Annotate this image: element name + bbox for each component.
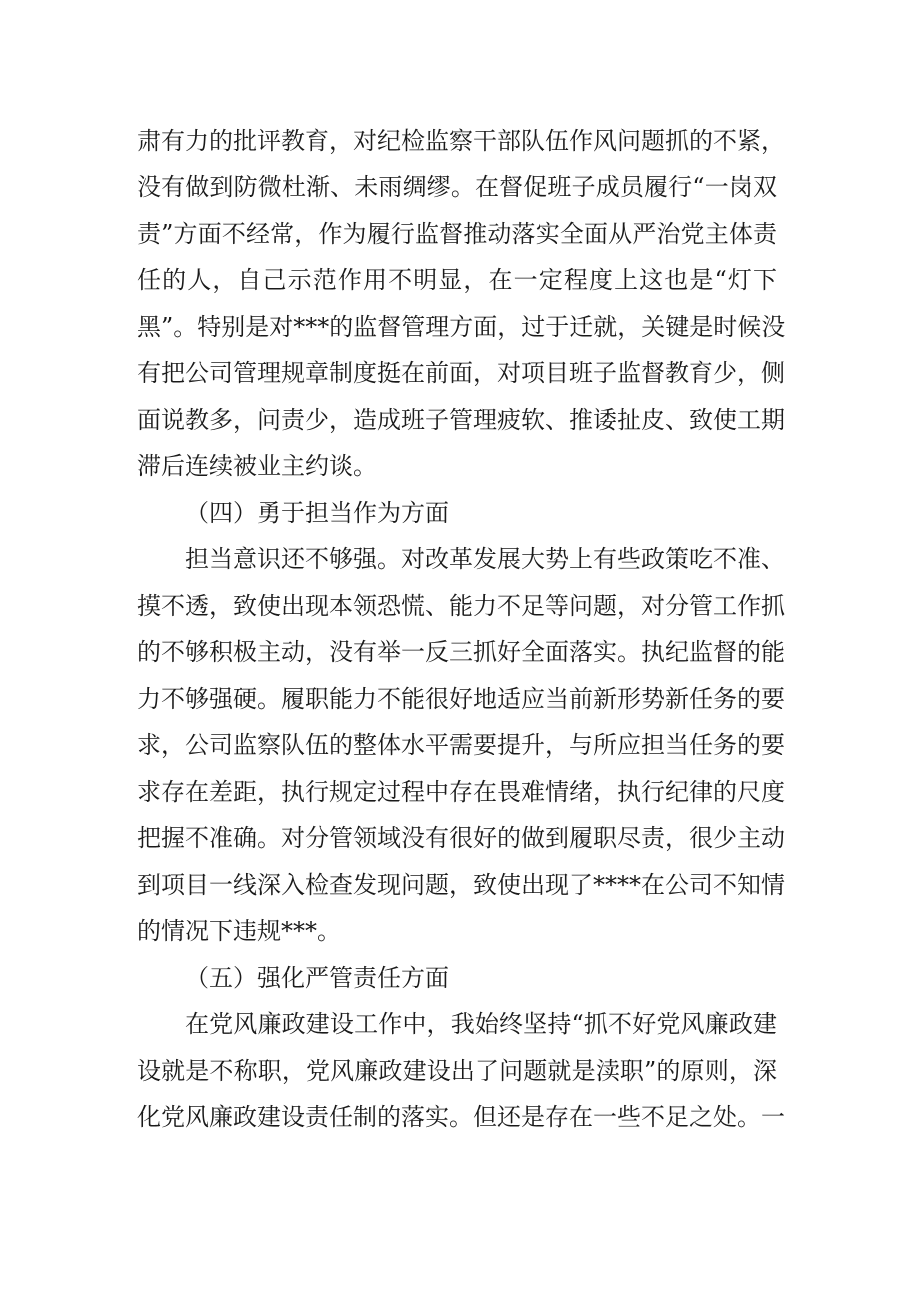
- section-heading: （四）勇于担当作为方面: [185, 499, 449, 527]
- paragraph-first-line: 在党风廉政建设工作中，我始终坚持“抓不好党风廉政建: [185, 1010, 777, 1038]
- text-line: 设就是不称职，党风廉政建设出了问题就是渎职”的原则，深: [137, 1057, 777, 1085]
- text-line: 把握不准确。对分管领域没有很好的做到履职尽责，很少主动: [137, 824, 785, 852]
- text-line: 责”方面不经常，作为履行监督推动落实全面从严治党主体责: [137, 220, 777, 248]
- paragraph-first-line: 担当意识还不够强。对改革发展大势上有些政策吃不准、: [185, 545, 785, 573]
- text-line: 到项目一线深入检查发现问题，致使出现了****在公司不知情: [137, 871, 785, 899]
- text-line: 化党风廉政建设责任制的落实。但还是存在一些不足之处。一: [137, 1103, 785, 1131]
- text-line: 求存在差距，执行规定过程中存在畏难情绪，执行纪律的尺度: [137, 778, 785, 806]
- text-line: 摸不透，致使出现本领恐慌、能力不足等问题，对分管工作抓: [137, 592, 785, 620]
- text-line: 的情况下违规***。: [137, 917, 341, 945]
- section-heading: （五）强化严管责任方面: [185, 964, 449, 992]
- text-line: 的不够积极主动，没有举一反三抓好全面落实。执纪监督的能: [137, 638, 785, 666]
- text-line: 肃有力的批评教育，对纪检监察干部队伍作风问题抓的不紧，: [137, 127, 785, 155]
- text-line: 求，公司监察队伍的整体水平需要提升，与所应担当任务的要: [137, 731, 785, 759]
- text-line: 有把公司管理规章制度挺在前面，对项目班子监督教育少，侧: [137, 359, 785, 387]
- text-line: 面说教多，问责少，造成班子管理疲软、推诿扯皮、致使工期: [137, 406, 785, 434]
- text-line: 任的人，自己示范作用不明显，在一定程度上这也是“灯下: [137, 266, 777, 294]
- text-line: 没有做到防微杜渐、未雨绸缪。在督促班子成员履行“一岗双: [137, 173, 777, 201]
- text-line: 力不够强硬。履职能力不能很好地适应当前新形势新任务的要: [137, 685, 785, 713]
- text-line: 黑”。特别是对***的监督管理方面，过于迁就，关键是时候没: [137, 313, 786, 341]
- text-line: 滞后连续被业主约谈。: [137, 452, 377, 480]
